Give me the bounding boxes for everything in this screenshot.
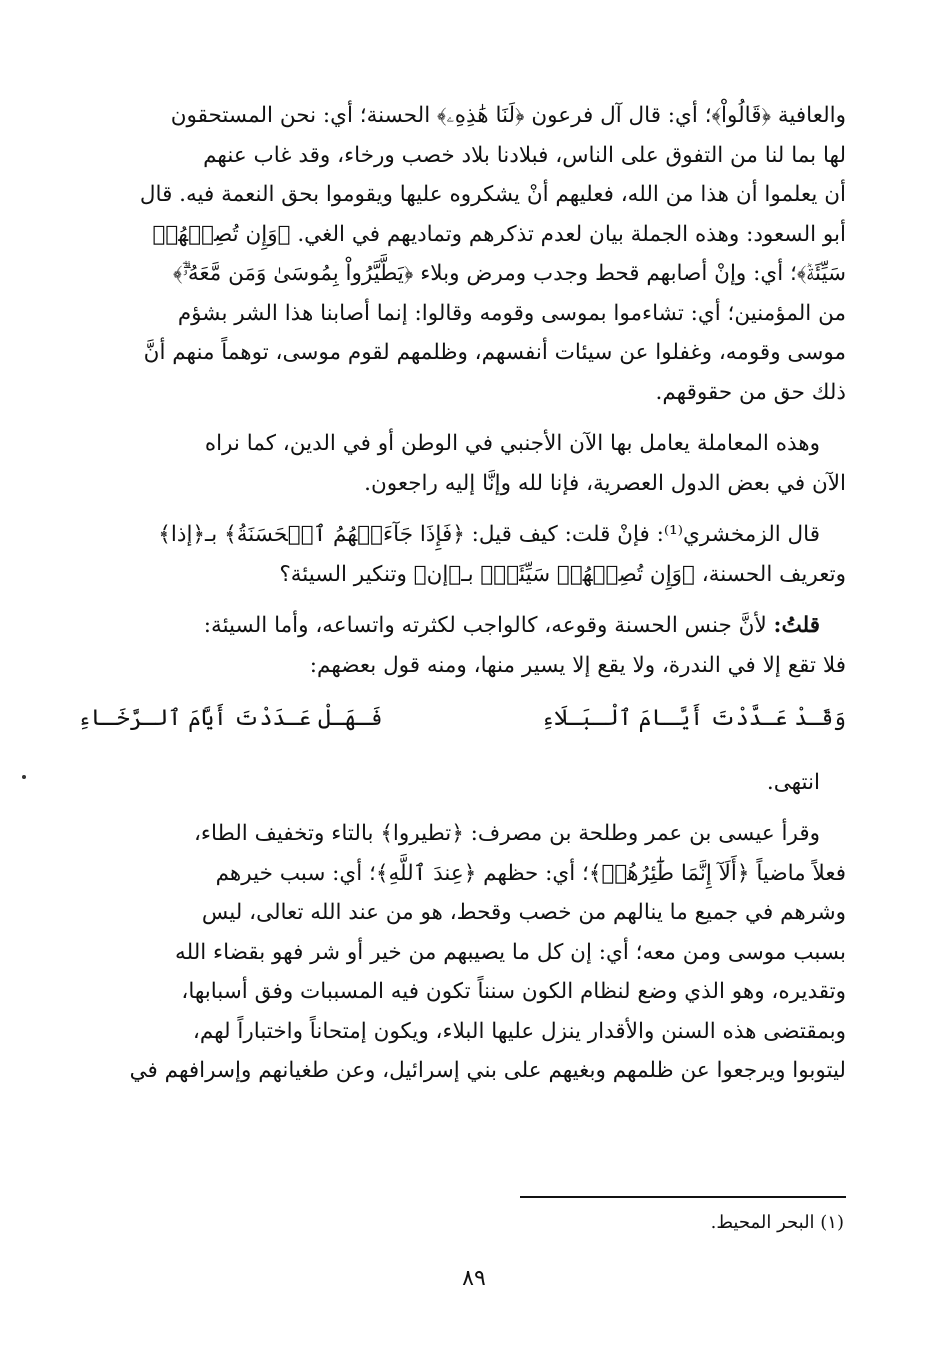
text-line [78,606,846,646]
text-line: وقرأ عيسى بن عمر وطلحة بن مصرف: ﴿تطيروا﴾ بالتاء وتخفيف الطاء، [193,821,820,846]
text-line: وتقديره، وهو الذي وضع لنظام الكون سنناً تكون فيه المسببات وفق أسبابها، [181,979,846,1004]
paragraph-4 [78,606,846,685]
verse-second-hemistich: فَـهَـلْ عَـدَدْتَ أَيَّامَ ٱلـرَّخَـاءِ [78,706,383,731]
poetry-verse [78,699,846,739]
answer-lead: قلتُ: [773,613,820,638]
text-line: وتعريف الحسنة، ﴿وَإِن تُصِبۡهُمۡ سَيِّئَةٞ﴾ بـ﴿إن﴾ وتنكير السيئة؟ [279,561,846,587]
margin-mark [22,775,26,779]
text-line: فعلاً ماضياً ﴿أَلَآ إِنَّمَا طَٰٓئِرُهُمۡ﴾؛ أي: حظهم ﴿عِندَ ٱللَّهِ﴾؛ أي: سبب خيرهم [215,860,846,886]
text-line: ليتوبوا ويرجعوا عن ظلمهم وبغيهم على بني إسرائيل، وعن طغيانهم وإسرافهم في [129,1058,846,1083]
text-line: أن يعلموا أن هذا من الله، فعليهم أنْ يشكروه عليها ويقوموا بحق النعمة فيه. قال [139,182,846,207]
text-line: أبو السعود: وهذه الجملة بيان لعدم تذكرهم وتماديهم في الغي. ﴿وَإِن تُصِبۡهُمۡ [152,221,846,247]
page-number: ٨٩ [462,1266,486,1291]
text-line: لها بما لنا من التفوق على الناس، فبلادنا بلاد خصب ورخاء، وقد غاب عنهم [203,142,846,168]
text-line: ذلك حق من حقوقهم. [655,379,846,405]
text-line: وهذه المعاملة يعامل بها الآن الأجنبي في الوطن أو في الدين، كما نراه [204,431,820,456]
text-line: بسبب موسى ومن معه؛ أي: إن كل ما يصيبهم من خير أو شر فهو بقضاء الله [175,939,846,965]
text-line: موسى وقومه، وغفلوا عن سيئات أنفسهم، وظلمهم لقوم موسى، توهماً منهم أنَّ [143,340,846,365]
text-line: وشرهم في جميع ما ينالهم من خصب وقحط، هو من عند الله تعالى، ليس [201,900,846,925]
footnote: (١) البحر المحيط. [710,1212,844,1233]
text-line: وبمقتضى هذه السنن والأقدار ينزل عليها البلاء، ويكون إمتحاناً واختباراً لهم، [192,1018,846,1044]
text-line: قال الزمخشري⁽¹⁾: فإنْ قلت: كيف قيل: ﴿فَإِذَا جَآءَتۡهُمُ ٱلۡحَسَنَةُ﴾ بـ﴿إذا﴾ [158,522,820,547]
text-span: لأنَّ جنس الحسنة وقوعه، كالواجب لكثرته واتساعه، وأما السيئة: [203,613,774,638]
text-line: انتهى. [766,769,820,795]
paragraph-3 [78,515,846,594]
text-line: فلا تقع إلا في الندرة، ولا يقع إلا يسير منها، ومنه قول بعضهم: [309,652,846,678]
paragraph-end-quote [78,763,846,803]
text-line: من المؤمنين؛ أي: تشاءموا بموسى وقومه وقالوا: إنما أصابنا هذا الشر بشؤم [177,300,846,326]
text-line: والعافية ﴿قَالُواْ﴾؛ أي: قال آل فرعون ﴿لَنَا هَٰذِهِۦ﴾ الحسنة؛ أي: نحن المستحقون [170,103,846,128]
paragraph-6 [78,814,846,1091]
main-text [78,96,846,1091]
paragraph-1 [78,96,846,412]
footnote-divider [520,1196,846,1198]
text-line: سَيِّئَةٞ﴾؛ أي: وإنْ أصابهم قحط وجدب ومرض وبلاء ﴿يَطَّيَّرُواْ بِمُوسَىٰ وَمَن مَّعَهُۥٓۗ﴾ [172,261,846,286]
paragraph-2 [78,424,846,503]
text-line: الآن في بعض الدول العصرية، فإنا لله وإنَّا إليه راجعون. [364,470,846,496]
verse-first-hemistich: وَقَـدْ عَـدَّدْتَ أَيَّـامَ ٱلْـبَـلَاءِ [541,706,846,731]
